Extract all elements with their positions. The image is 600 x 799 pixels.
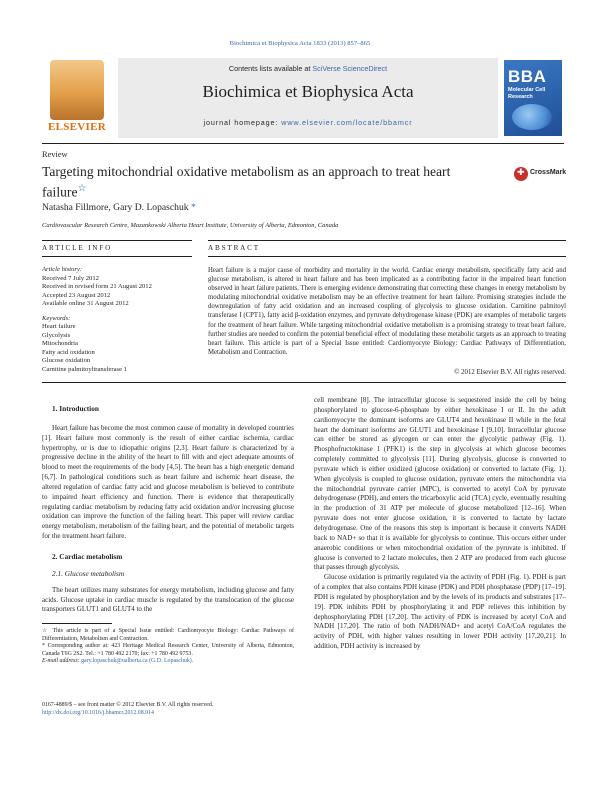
journal-title: Biochimica et Biophysica Acta — [202, 82, 414, 101]
history-label: Article history: — [42, 266, 83, 273]
footnote-rule — [42, 623, 112, 624]
elsevier-wordmark: ELSEVIER — [47, 121, 107, 133]
right-column — [314, 396, 566, 652]
abstract-divider — [42, 382, 566, 383]
article-title-text: Targeting mitochondrial oxidative metabolism as an approach to treat heart failure — [42, 164, 451, 200]
homepage-line — [118, 118, 498, 127]
cover-art-image — [512, 104, 552, 130]
history-item: Received 7 July 2012 — [42, 274, 99, 282]
subsection-heading-glucose-metabolism: 2.1. Glucose metabolism — [52, 568, 125, 578]
email-link[interactable]: gary.lopaschuk@ualberta.ca (G.D. Lopaschuk). — [81, 658, 194, 665]
section-heading-cardiac-metabolism: 2. Cardiac metabolism — [52, 551, 123, 561]
issn-line: 0167-4889/$ – see front matter © 2012 Elsevier B.V. All rights reserved. — [42, 702, 214, 708]
keyword-item: Heart failure — [42, 323, 76, 330]
crossmark-badge[interactable] — [514, 167, 566, 181]
article-info-label: ARTICLE INFO — [42, 244, 113, 252]
article-info-rule-bottom — [42, 256, 192, 257]
footnotes — [42, 628, 294, 666]
cover-title: BBA — [508, 67, 547, 86]
email-footnote — [42, 658, 294, 666]
abstract-rule-bottom — [208, 256, 566, 257]
keyword-item: Carnitine palmitoyltransferase 1 — [42, 365, 127, 373]
special-issue-footnote: ☆ This article is part of a Special Issue entitled: Cardiomyocyte Biology: Cardiac Pathways of Differentiation, Metabolism and Contraction. — [42, 628, 294, 642]
crossmark-label: CrossMark — [530, 169, 567, 176]
abstract-rule-top — [208, 240, 566, 241]
crossmark-icon — [514, 167, 528, 181]
contents-line — [118, 64, 498, 73]
cover-subtitle: Molecular Cell Research — [508, 87, 546, 100]
journal-cover[interactable] — [504, 60, 562, 136]
glucose-metabolism-paragraph: The heart utilizes many substrates for energy metabolism, including glucose and fatty acids. Glucose uptake in cardiac muscle is regulated by the translocation of the glucose transporters GLUT1 and GLUT4 to the — [42, 585, 294, 614]
author-list — [42, 202, 196, 213]
header-divider — [42, 143, 564, 144]
article-type: Review — [42, 150, 68, 159]
corresponding-author-footnote: * Corresponding author at: 423 Heritage Medical Research Center, University of Alberta, Edmonton, Canada T6G 2S2. Tel.: +1 780 492 2170; fax: +1 780 492 9753. — [42, 643, 294, 657]
affiliation: Cardiovascular Research Centre, Mazankowski Alberta Heart Institute, University of Alberta, Edmonton, Canada — [42, 222, 339, 229]
journal-citation[interactable]: Biochimica et Biophysica Acta 1833 (2013) 857–865 — [229, 40, 371, 47]
keyword-item: Glycolysis — [42, 331, 71, 339]
section-heading-introduction: 1. Introduction — [52, 404, 99, 413]
glucose-oxidation-paragraph: Glucose oxidation is primarily regulated via the activity of PDH (Fig. 1). PDH is part of a complex that also contains PDH kinase (PDK) and PDH phosphatase (PDP) [17–19]. PDH is regulated by phosphorylation and by the levels of its products and substrates [17–19]. PDK inhibits PDH by phosphorylating it and PDP relieves this inhibition by dephosphorylating PDH [17,20]. The activity of PDK is increased by acetyl CoA and NADH [17,20]. The ratio of both NADH/NAD+ and acetyl CoA/CoA regulates the activity of PDH, with higher values resulting in lower PDH activity [17,20,21]. In addition, PDH activity is increased by — [314, 573, 566, 651]
publication-identifiers — [42, 702, 302, 717]
keywords-label: Keywords: — [42, 314, 71, 322]
keyword-item: Mitochondria — [42, 340, 78, 347]
title-footnote-mark[interactable]: ☆ — [77, 183, 87, 194]
journal-masthead — [118, 58, 498, 138]
article-title — [42, 163, 472, 201]
contents-prefix: Contents lists available at — [228, 64, 313, 73]
abstract-label: ABSTRACT — [208, 244, 260, 252]
glucose-uptake-paragraph: cell membrane [8]. The intracellular glucose is sequestered inside the cell by being phosphorylated to glucose-6-phosphate by either hexokinase I or II. In the adult cardiomyocyte the dominant isoforms are GLUT4 and hexokinase II while in the fetal heart the dominant isoforms are GLUT1 and hexokinase I [9,10]. Intracellular glucose can either be stored as glycogen or can enter the glycolytic pathway (Fig. 1). Phosphofructokinase 1 (PFK1) is the step in glycolysis at which glucose becomes completely committed to glycolysis [11]. During glycolysis, glucose is converted to pyruvate which is either oxidized (glucose oxidation) or converted to lactate (Fig. 1). When glycolysis is coupled to glucose oxidation, pyruvate enters the mitochondria via the mitochondrial pyruvate carrier (MPC), is converted to acetyl CoA by pyruvate dehydrogenase (PDH), and enters the tricarboxylic acid (TCA) cycle, eventually resulting in the production of 31 ATP per molecule of glucose metabolized [12–16]. When pyruvate does not enter glucose oxidation, it is converted to lactate by lactate dehydrogenase. One of the reasons this step is important is because it converts NADH back to NAD+ so that it is available for glycolysis to continue. This occurs either under anaerobic conditions or when mitochondrial oxidation of the pyruvate is inhibited. If glucose is converted to 2 lactate molecules, then 2 ATP are produced from each glucose that passes through glycolysis. — [314, 396, 566, 572]
journal-header — [42, 58, 564, 138]
history-item: Available online 31 August 2012 — [42, 300, 129, 307]
elsevier-logo[interactable] — [42, 58, 112, 138]
abstract-text: Heart failure is a major cause of morbidity and mortality in the world. Cardiac energy metabolism, specifically fatty acid and glucose metabolism, is altered in heart failure and has been implicated as a contributing factor in the impaired heart function observed in heart failure patients. There is emerging evidence demonstrating that correcting these changes in energy metabolism by modulating mitochondrial oxidative metabolism may be an effective treatment for heart failure. Promising strategies include the downregulation of fatty acid oxidation and an increased coupling of glycolysis to glucose oxidation. Carnitine palmitoyl transferase I (CPT1), fatty acid β-oxidation enzymes, and pyruvate dehydrogenase kinase (PDK) are examples of metabolic targets for the treatment of heart failure. While targeting mitochondrial oxidative metabolism is a promising strategy to treat heart failure, further studies are needed to confirm the potential beneficial effect of modulating these metabolic targets as an approach to treating heart failure. This article is part of a Special Issue entitled: Cardiomyocyte Biology: Cardiac Pathways of Differentiation, Metabolism and Contraction. — [208, 267, 566, 356]
introduction-paragraph: Heart failure has become the most common cause of mortality in developed countries [1]. Heart failure most commonly is the result of either cardiac ischemia, cardiac hypertrophy, or is due to idiopathic origins [2,3]. Heart failure is characterized by a progressive decline in the ability of the heart to fill with and eject adequate amounts of blood to meet the requirements of the body [4,5]. The heart has a high energetic demand [6,7]. In pathological conditions such as heart failure and ischemic heart disease, the altered regulation of cardiac fatty acid and glucose metabolism is believed to contribute to impaired heart efficiency and function. There is evidence that therapeutically regulating cardiac metabolism by reducing fatty acid oxidation and/or increasing glucose oxidation can improve the function of the failing heart. This paper will review cardiac energy metabolism, metabolism of the failing heart, and the potential of metabolic targets for the treatment heart failure. — [42, 423, 294, 541]
keyword-item: Glucose oxidation — [42, 357, 91, 364]
homepage-link[interactable]: www.elsevier.com/locate/bbamcr — [281, 118, 413, 127]
doi-link[interactable]: http://dx.doi.org/10.1016/j.bbamcr.2012.08.014 — [42, 709, 154, 716]
elsevier-tree-icon — [50, 60, 104, 120]
left-column — [42, 404, 294, 615]
homepage-prefix: journal homepage: — [203, 118, 282, 127]
article-info-panel — [42, 266, 192, 374]
abstract-copyright: © 2012 Elsevier B.V. All rights reserved. — [454, 369, 566, 376]
article-info-rule-top — [42, 240, 192, 241]
corresponding-author-mark[interactable]: * — [190, 202, 196, 213]
sciencedirect-link[interactable]: SciVerse ScienceDirect — [312, 64, 388, 73]
history-item: Accepted 23 August 2012 — [42, 291, 111, 299]
authors-text: Natasha Fillmore, Gary D. Lopaschuk — [42, 202, 189, 213]
keyword-item: Fatty acid oxidation — [42, 348, 95, 356]
history-item: Received in revised form 21 August 2012 — [42, 283, 152, 290]
email-label: E-mail address: — [42, 658, 80, 665]
